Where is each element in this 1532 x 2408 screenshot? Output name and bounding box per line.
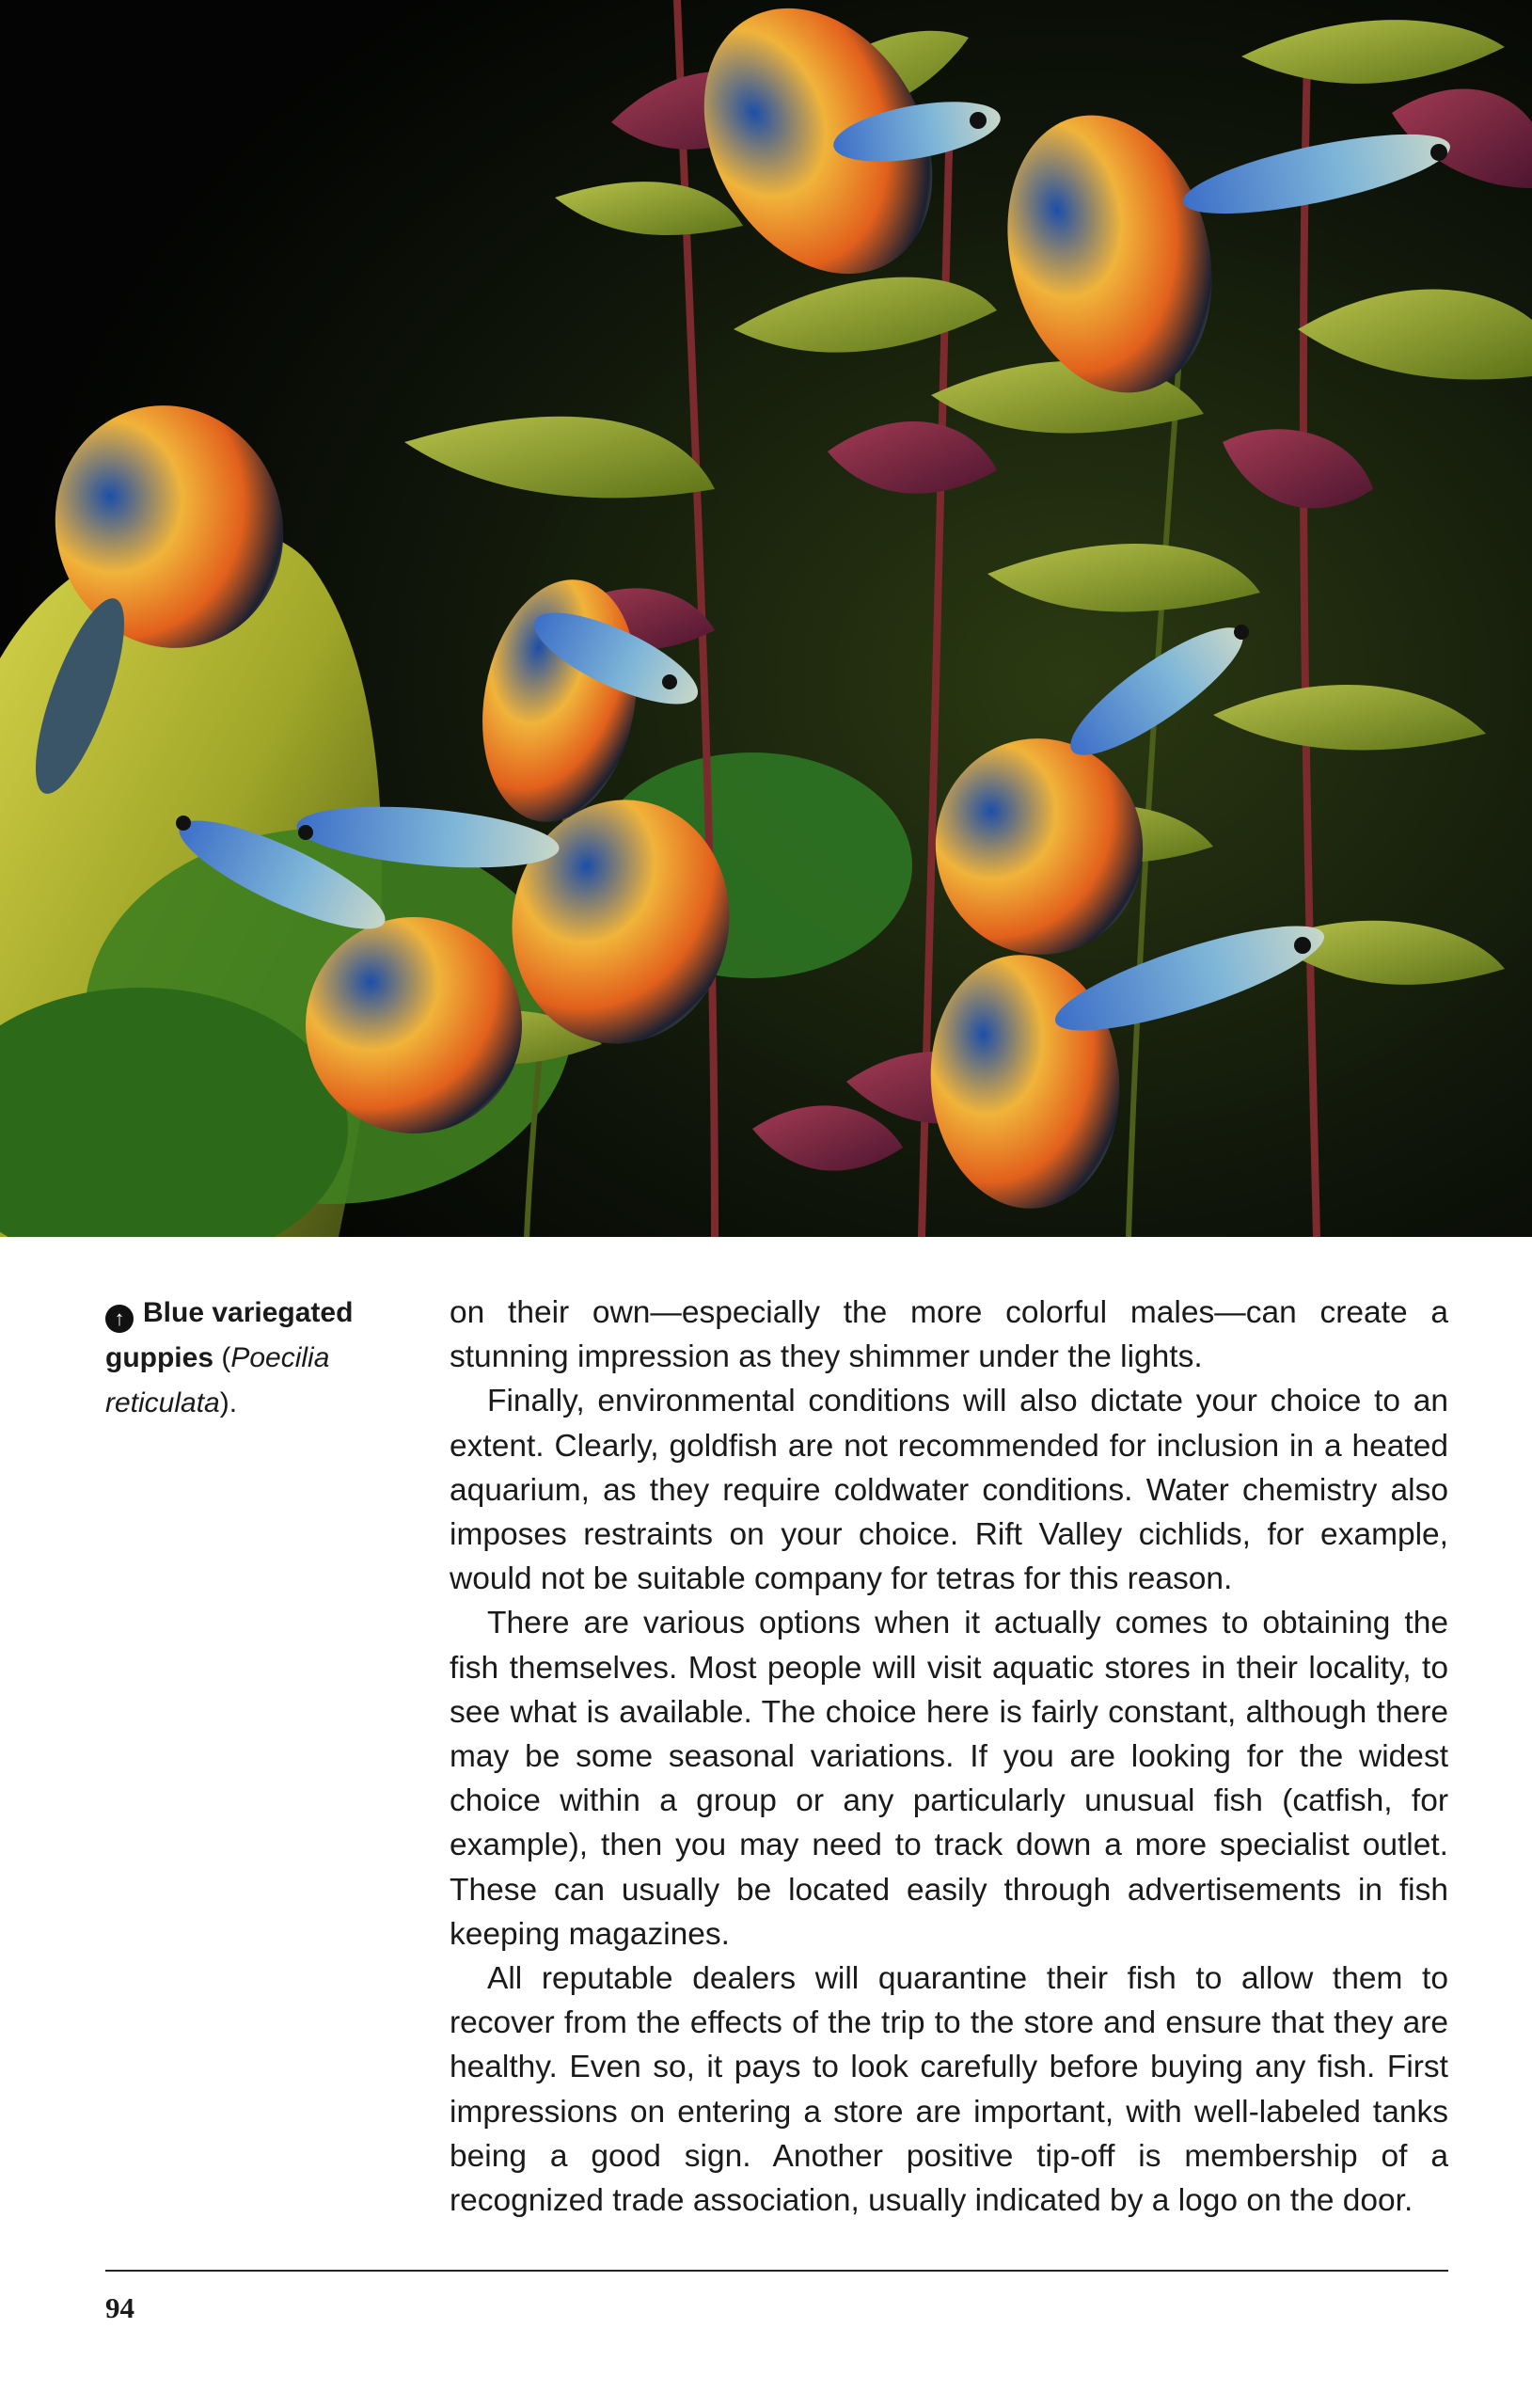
photo-caption [105, 1291, 416, 1426]
caption-close: ). [219, 1387, 238, 1418]
paragraph-2: Finally, environmental conditions will also dictate your choice to an extent. Clearly, goldfish are not recommended for inclusion in a heated aquarium, as they require coldwater conditions. Water chemistry also imposes restraints on your choice. Rift Valley cichlids, for example, would not be suitable company for tetras for this reason. [450, 1384, 1448, 1597]
caption-lead: Blue variegated guppies [105, 1297, 354, 1373]
page-number: 94 [105, 2291, 134, 2324]
paragraph-4: All reputable dealers will quarantine their fish to allow them to recover from the effects of the trip to the store and ensure that they are healthy. Even so, it pays to look carefully before buying any fish. First impressions on entering a store are important, with well-labeled tanks being a good sign. Another positive tip-off is membership of a recognized trade association, usually indicated by a logo on the door. [450, 1961, 1448, 2219]
arrow-up-circle-icon: ↑ [105, 1305, 134, 1333]
paragraph-1: on their own—especially the more colorful males—can create a stunning impression as they shimmer under the lights. [450, 1295, 1448, 1375]
caption-open-paren: ( [213, 1342, 231, 1373]
footer-rule [105, 2270, 1448, 2272]
paragraph-3: There are various options when it actually comes to obtaining the fish themselves. Most people will visit aquatic stores in their locality, to see what is available. The choice here is fairly constant, although there may be some seasonal variations. If you are looking for the widest choice within a group or any particularly unusual fish (catfish, for example), then you may need to track down a more specialist outlet. These can usually be located easily through advertisements in fish keeping magazines. [450, 1606, 1448, 1952]
caption-latin-name: Poecilia reticulata [105, 1342, 330, 1418]
body-text [450, 1291, 1448, 2223]
